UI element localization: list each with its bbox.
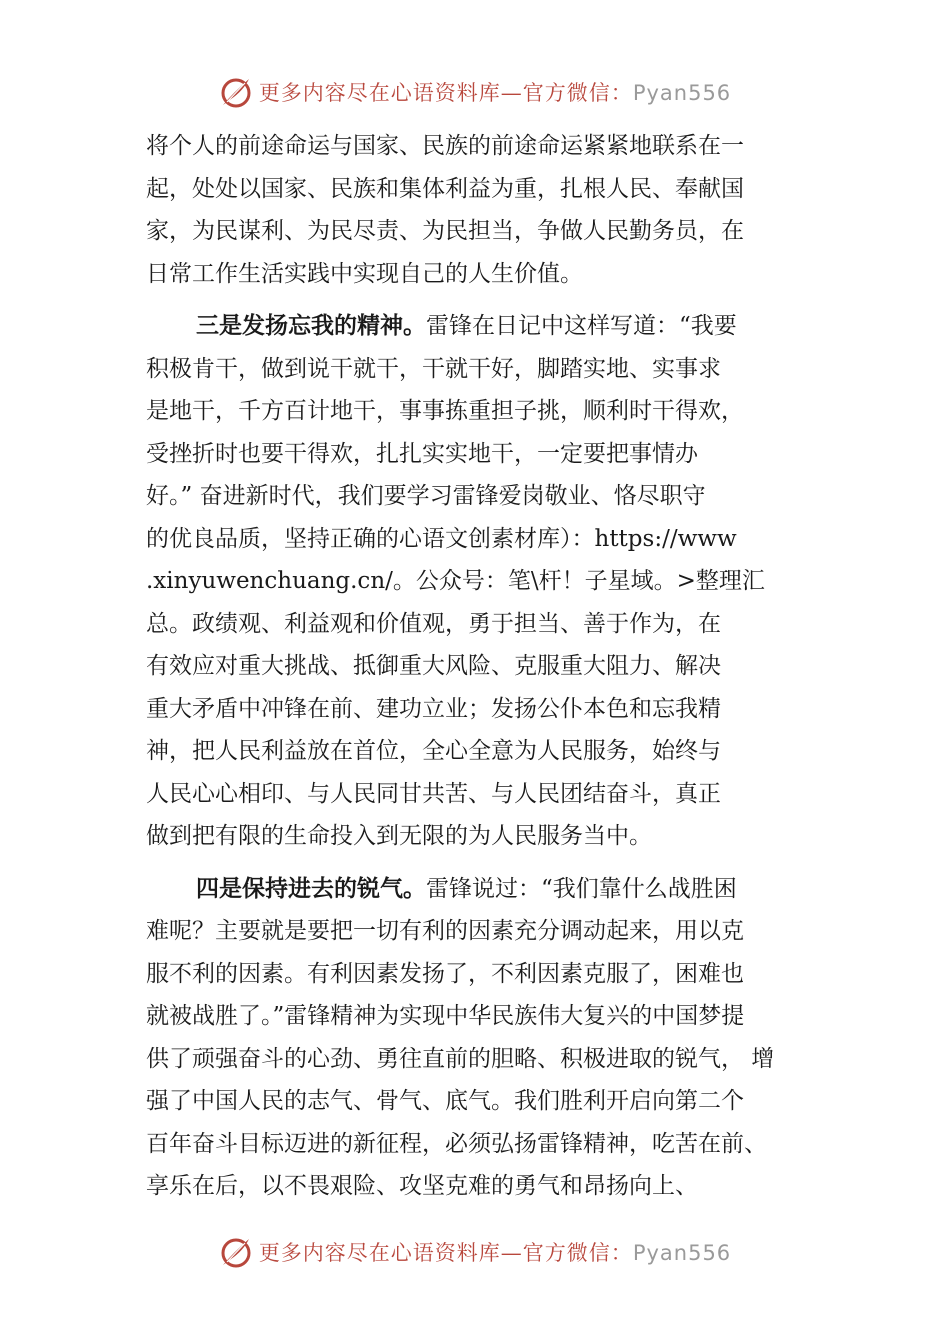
text-line: 好。” 奋进新时代，我们要学习雷锋爱岗敬业、恪尽职守 [146,483,706,509]
paragraph-selfless-spirit [146,305,826,858]
text-line: 人民心心相印、与人民同甘共苦、与人民团结奋斗，真正 [146,780,721,807]
paragraph-continuation [146,125,826,295]
feather-logo-icon [219,75,253,109]
text-line: 日常工作生活实践中实现自己的人生价值。 [146,260,583,287]
text-line: 百年奋斗目标迈进的新征程，必须弘扬雷锋精神，吃苦在前、 [146,1130,767,1157]
text-line [146,868,826,911]
document-body [146,125,826,1208]
text-line: 有效应对重大挑战、抵御重大风险、克服重大阻力、解决 [146,653,721,679]
text-line: 受挫折时也要干得欢，扎扎实实地干，一定要把事情办 [146,440,698,467]
text-line: 积极肯干，做到说干就干，干就干好，脚踏实地、实事求 [146,355,721,382]
text-line: 的优良品质，坚持正确的心语文创素材库）：https://www [146,525,737,552]
text-line: 将个人的前途命运与国家、民族的前途命运紧紧地联系在一 [146,133,744,159]
text-line: 起，处处以国家、民族和集体利益为重，扎根人民、奉献国 [146,175,744,202]
text-span: 雷锋说过：“我们靠什么战胜困 [426,875,737,902]
text-line: 重大矛盾中冲锋在前、建功立业；发扬公仆本色和忘我精 [146,695,721,722]
wechat-id: Pyan556 [632,1241,732,1265]
text-line: 做到把有限的生命投入到无限的为人民服务当中。 [146,823,652,849]
text-line: 总。政绩观、利益观和价值观，勇于担当、善于作为，在 [146,610,721,637]
text-line: 难呢？主要就是要把一切有利的因素充分调动起来，用以克 [146,918,744,944]
footer-banner [0,1230,950,1274]
text-line: 供了顽强奋斗的心劲、勇往直前的胆略、积极进取的锐气， 增 [146,1045,775,1072]
text-line: 服不利的因素。有利因素发扬了，不利因素克服了，困难也 [146,960,744,987]
text-line: 家，为民谋利、为民尽责、为民担当，争做人民勤务员，在 [146,218,744,244]
text-line: 享乐在后，以不畏艰险、攻坚克难的勇气和昂扬向上、 [146,1173,698,1199]
section-heading: 三是发扬忘我的精神。 [196,313,426,339]
feather-logo-icon [219,1235,253,1269]
text-line: 就被战胜了。”雷锋精神为实现中华民族伟大复兴的中国梦提 [146,1003,745,1029]
text-line: 神，把人民利益放在首位，全心全意为人民服务，始终与 [146,738,721,764]
text-line: 强了中国人民的志气、骨气、底气。我们胜利开启向第二个 [146,1088,744,1114]
text-line [146,305,826,348]
header-banner [0,70,950,114]
text-line: .xinyuwenchuang.cn/。公众号：笔\杆！子星域。>整理汇 [146,568,765,594]
banner-text: 更多内容尽在心语资料库—官方微信：Pyan556 [258,81,732,105]
text-span: 雷锋在日记中这样写道：“我要 [426,313,737,339]
paragraph-keep-spirit [146,868,826,1208]
wechat-id: Pyan556 [632,81,732,105]
text-line: 是地干，千方百计地干，事事拣重担子挑，顺利时干得欢， [146,398,744,424]
section-heading: 四是保持进去的锐气。 [196,875,426,902]
banner-text: 更多内容尽在心语资料库—官方微信：Pyan556 [258,1241,732,1265]
